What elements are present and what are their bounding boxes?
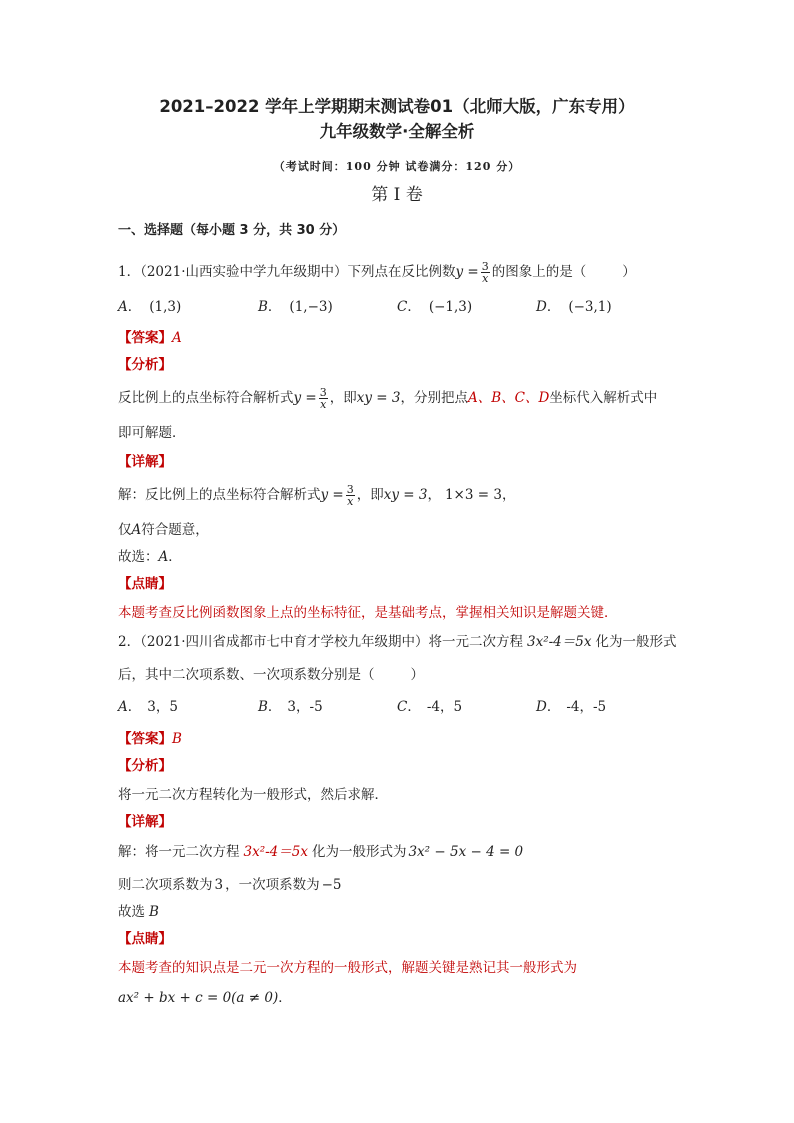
q2-comment-formula: ax² + bx + c = 0(a ≠ 0)． [118, 990, 292, 1006]
q2-detail-line2: 则二次项系数为 3 ，一次项系数为 −5 [118, 877, 342, 893]
q2-option-c: C． -4，5 [397, 699, 463, 715]
q1-detail-line3: 故选：A． [118, 549, 182, 565]
question-2-stem: 2．（2021·四川省成都市七中育才学校九年级期中）将一元二次方程 3x²-4＝5x 化为一般形式 [118, 634, 677, 650]
q2-comment: 本题考查的知识点是二元一次方程的一般形式，解题关键是熟记其一般形式为 [118, 960, 577, 976]
q2-comment-tag: 【点睛】 [118, 931, 172, 947]
q2-detail-tag: 【详解】 [118, 814, 172, 830]
q1-analysis: 反比例上的点坐标符合解析式y = $\frac{3}{x}$ ，即xy = 3，分别把点A、B、C、D坐标代入解析式中 [118, 386, 658, 411]
q2-answer: 【答案】B [118, 731, 182, 747]
exam-note: （考试时间：100 分钟 试卷满分：120 分） [273, 160, 521, 173]
q1-option-a: A． (1,3) [118, 299, 182, 315]
question-2-stem-line2: 后，其中二次项系数、一次项系数分别是（ ） [118, 667, 424, 683]
q2-detail-line3: 故选 B [118, 904, 159, 920]
q2-option-a: A． 3，5 [118, 699, 178, 715]
q1-detail: 解：反比例上的点坐标符合解析式y = $\frac{3}{x}$ ，即xy = 3， 1×3 = 3， [118, 483, 516, 508]
q1-answer: 【答案】A [118, 330, 182, 346]
q1-detail-tag: 【详解】 [118, 454, 172, 470]
q1-option-d: D． (−3,1) [536, 299, 612, 315]
q1-analysis-tag: 【分析】 [118, 357, 172, 373]
section-heading: 一、选择题（每小题 3 分，共 30 分） [118, 223, 346, 238]
exam-subtitle: 九年级数学·全解全析 [319, 122, 475, 141]
q1-detail-line2: 仅A符合题意， [118, 522, 209, 538]
q1-comment: 本题考查反比例函数图象上点的坐标特征，是基础考点，掌握相关知识是解题关键． [118, 605, 618, 621]
q2-analysis: 将一元二次方程转化为一般形式，然后求解． [118, 787, 388, 803]
q2-analysis-tag: 【分析】 [118, 758, 172, 774]
volume-label: 第 I 卷 [371, 185, 423, 205]
fraction: $\frac{3}{x}$ [319, 386, 327, 411]
q2-option-b: B． 3，-5 [258, 699, 323, 715]
q2-detail: 解：将一元二次方程 3x²-4＝5x 化为一般形式为 3x² − 5x − 4 = 0 [118, 844, 524, 860]
q1-analysis-line2: 即可解题． [118, 425, 186, 441]
q2-option-d: D． -4，-5 [536, 699, 607, 715]
q1-option-c: C． (−1,3) [397, 299, 473, 315]
fraction: $\frac{3}{x}$ [346, 483, 354, 508]
q1-option-b: B． (1,−3) [258, 299, 333, 315]
question-1-stem: 1．（2021·山西实验中学九年级期中）下列点在反比例数y = $\frac{3}{x}$ 的图象上的是（ ） [118, 260, 636, 285]
q1-comment-tag: 【点睛】 [118, 576, 172, 592]
fraction: $\frac{3}{x}$ [481, 260, 489, 285]
exam-title: 2021–2022 学年上学期期末测试卷01（北师大版，广东专用） [159, 97, 635, 116]
